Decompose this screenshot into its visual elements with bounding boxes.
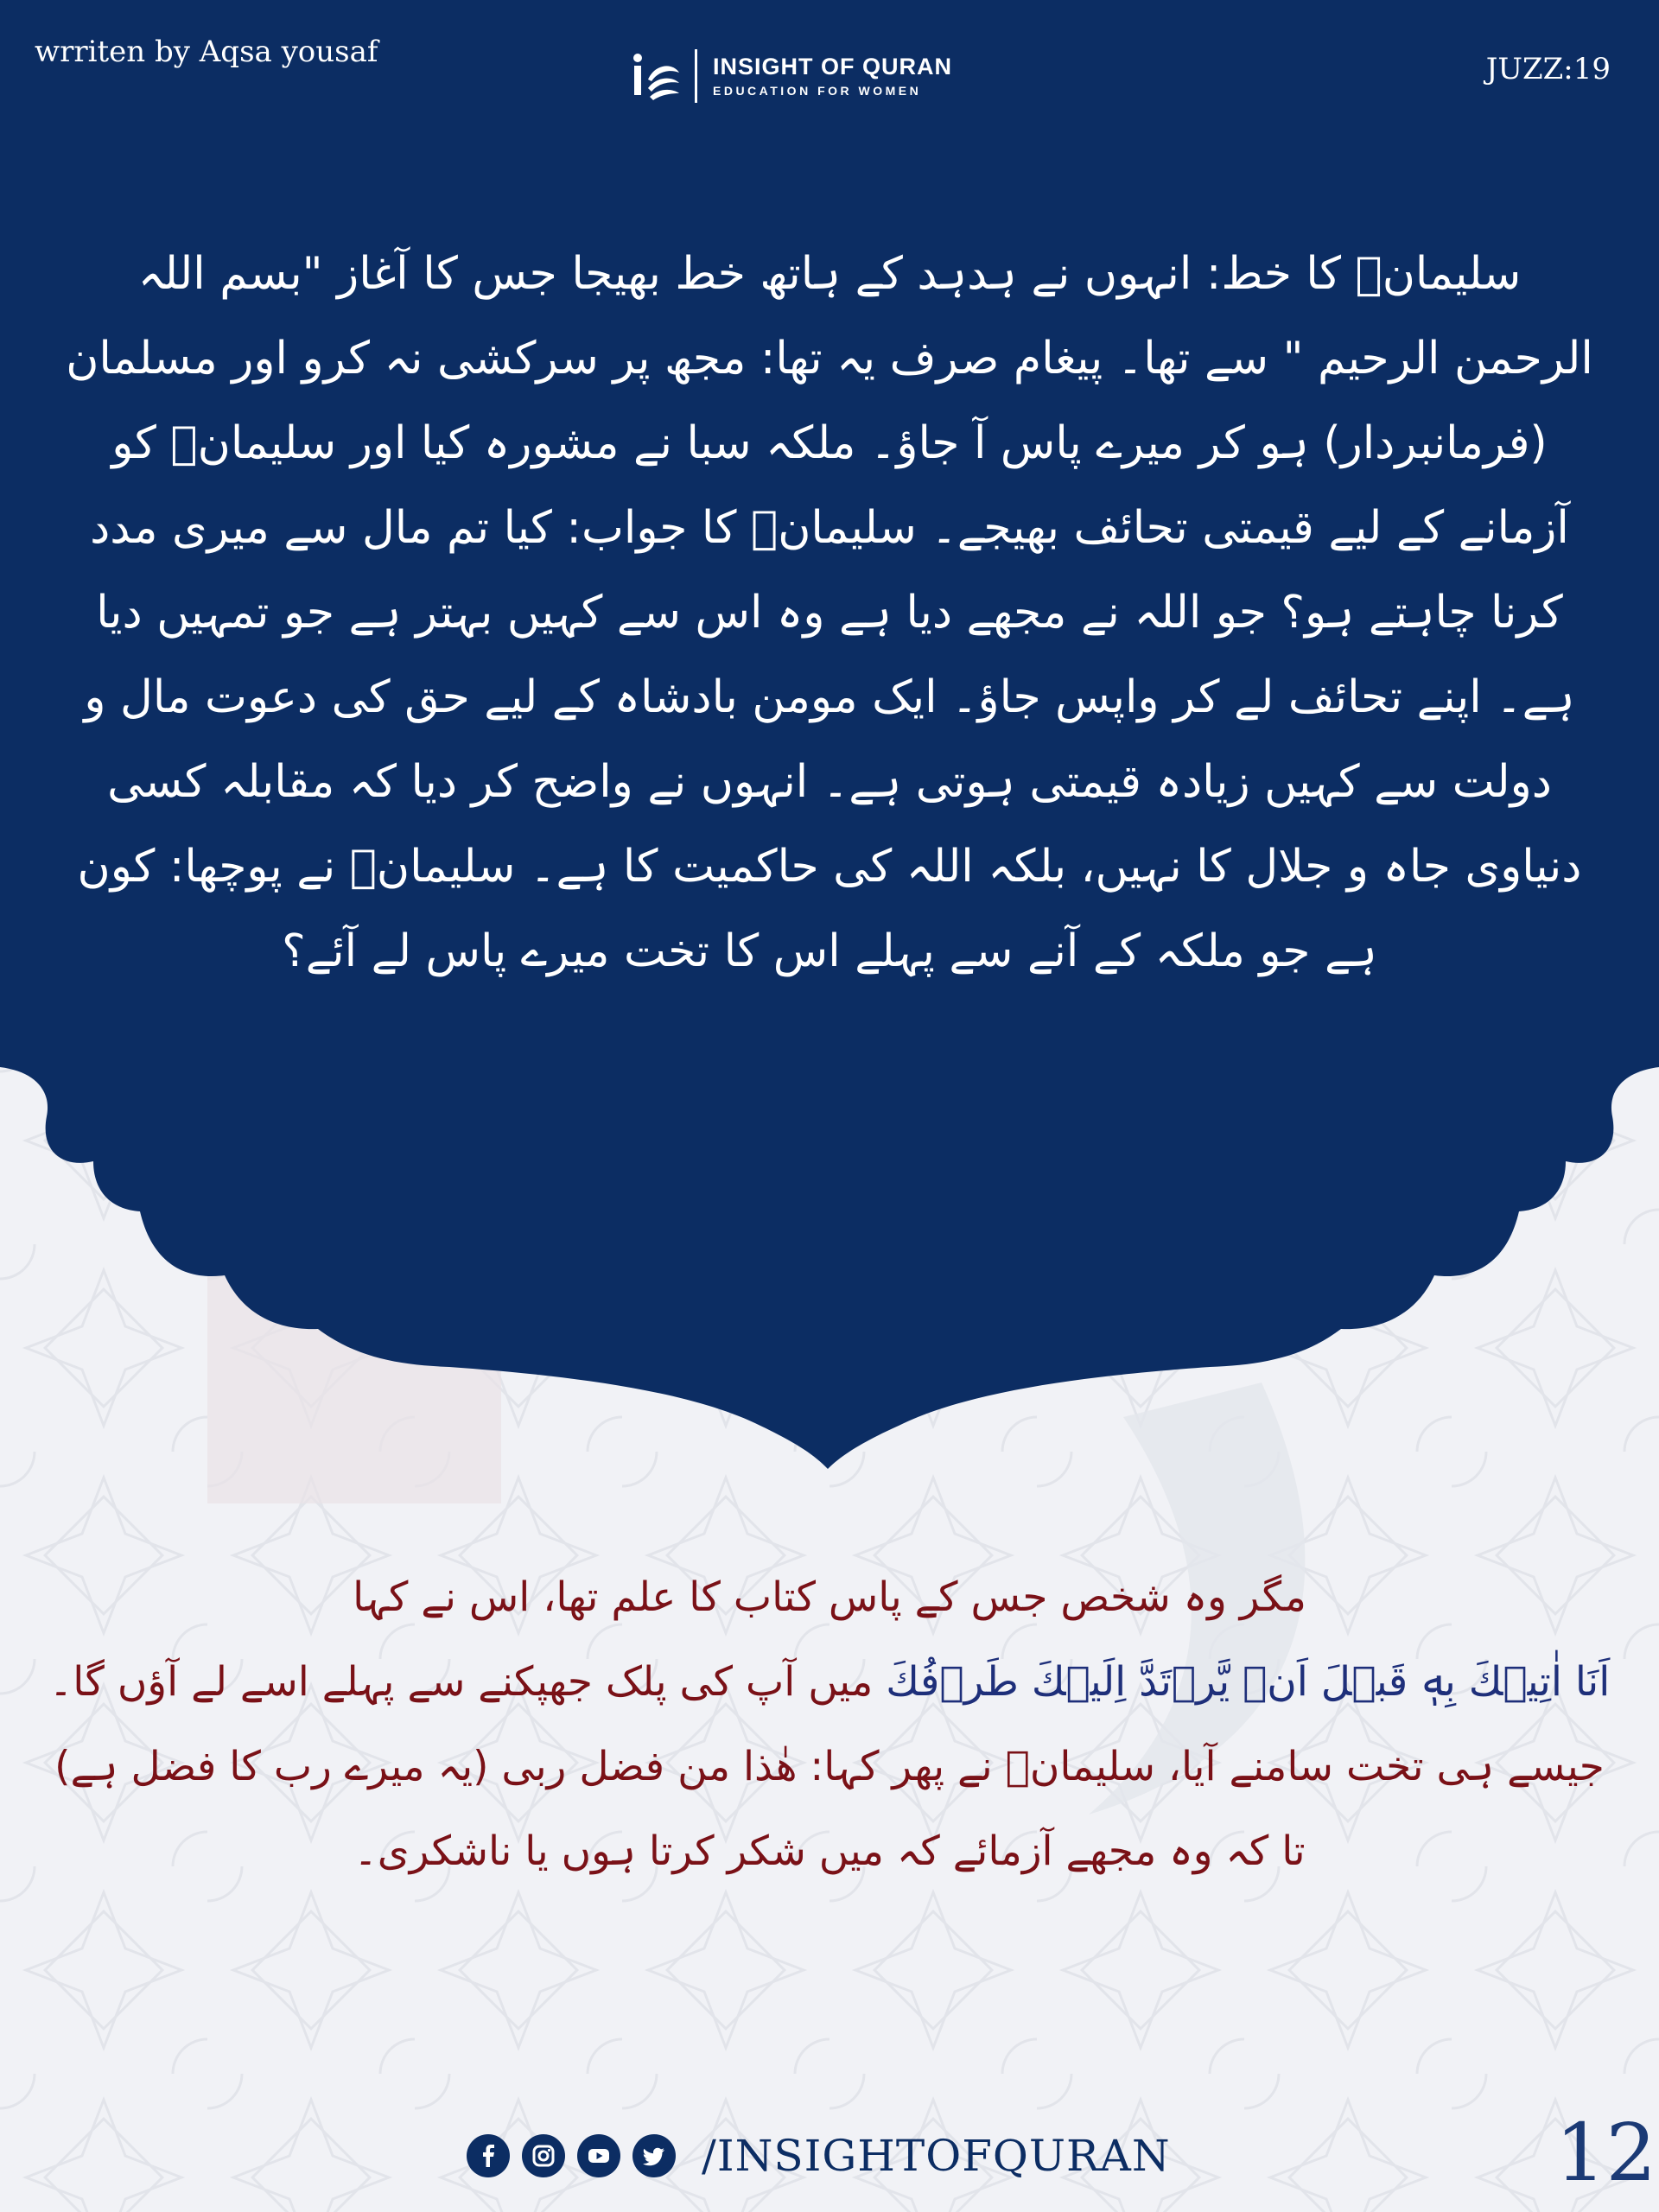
- youtube-icon[interactable]: [577, 2134, 620, 2177]
- brand-tagline: EDUCATION FOR WOMEN: [713, 84, 922, 98]
- brand-name: INSIGHT OF QURAN: [713, 54, 952, 79]
- twitter-icon[interactable]: [632, 2134, 676, 2177]
- brand-logo: [631, 45, 1037, 107]
- instagram-icon[interactable]: [522, 2134, 565, 2177]
- quran-logo-icon: [631, 50, 683, 102]
- footer-social: [467, 2121, 1244, 2190]
- main-paragraph: سلیمانؑ کا خط: انہوں نے ہدہد کے ہاتھ خط بھیجا جس کا آغاز "بسم اللہ الرحمن الرحیم " سے تھا۔ پیغام صرف یہ تھا: مجھ پر سرکشی نہ کرو اور مسلمان (فرمانبردار) ہو کر میرے پاس آ جاؤ۔ ملکہ سبا نے مشورہ کیا اور سلیمانؑ کو آزمانے کے لیے قیمتی تحائف بھیجے۔ سلیمانؑ کا جواب: کیا تم مال سے میری مدد کرنا چاہتے ہو؟ جو اللہ نے مجھے دیا ہے وہ اس سے کہیں بہتر ہے جو تمہیں دیا ہے۔ اپنے تحائف لے کر واپس جاؤ۔ ایک مومن بادشاہ کے لیے حق کی دعوت مال و دولت سے کہیں زیادہ قیمتی ہوتی ہے۔ انہوں نے واضح کر دیا کہ مقابلہ کسی دنیاوی جاہ و جلال کا نہیں، بلکہ اللہ کی حاکمیت کا ہے۔ سلیمانؑ نے پوچھا: کون ہے جو ملکہ کے آنے سے پہلے اس کا تخت میرے پاس لے آئے؟: [66, 248, 1593, 977]
- author-credit: wrriten by Aqsa yousaf: [35, 35, 378, 69]
- social-handle[interactable]: /INSIGHTOFQURAN: [702, 2131, 1171, 2181]
- juzz-label: JUZZ:19: [1485, 52, 1611, 86]
- verse-translation: میں آپ کی پلک جھپکنے سے پہلے اسے لے آؤں گا۔ جیسے ہی تخت سامنے آیا، سلیمانؑ نے پھر کہا: هٰذا من فضل ربی (یہ میرے رب کا فضل ہے) تا کہ وہ مجھے آزمائے کہ میں شکر کرتا ہوں یا ناشکری۔: [48, 1658, 1605, 1875]
- facebook-icon[interactable]: [467, 2134, 510, 2177]
- verse-intro: مگر وہ شخص جس کے پاس کتاب کا علم تھا، اس نے کہا: [353, 1573, 1306, 1621]
- page-number: 12: [1555, 2107, 1657, 2199]
- verse-block: [43, 1555, 1616, 1894]
- verse-arabic: اَنَا اٰتِيۡكَ بِهٖ قَبۡلَ اَنۡ يَّرۡتَدَّ اِلَيۡكَ طَرۡفُكَ: [886, 1658, 1611, 1706]
- logo-divider: [695, 49, 697, 103]
